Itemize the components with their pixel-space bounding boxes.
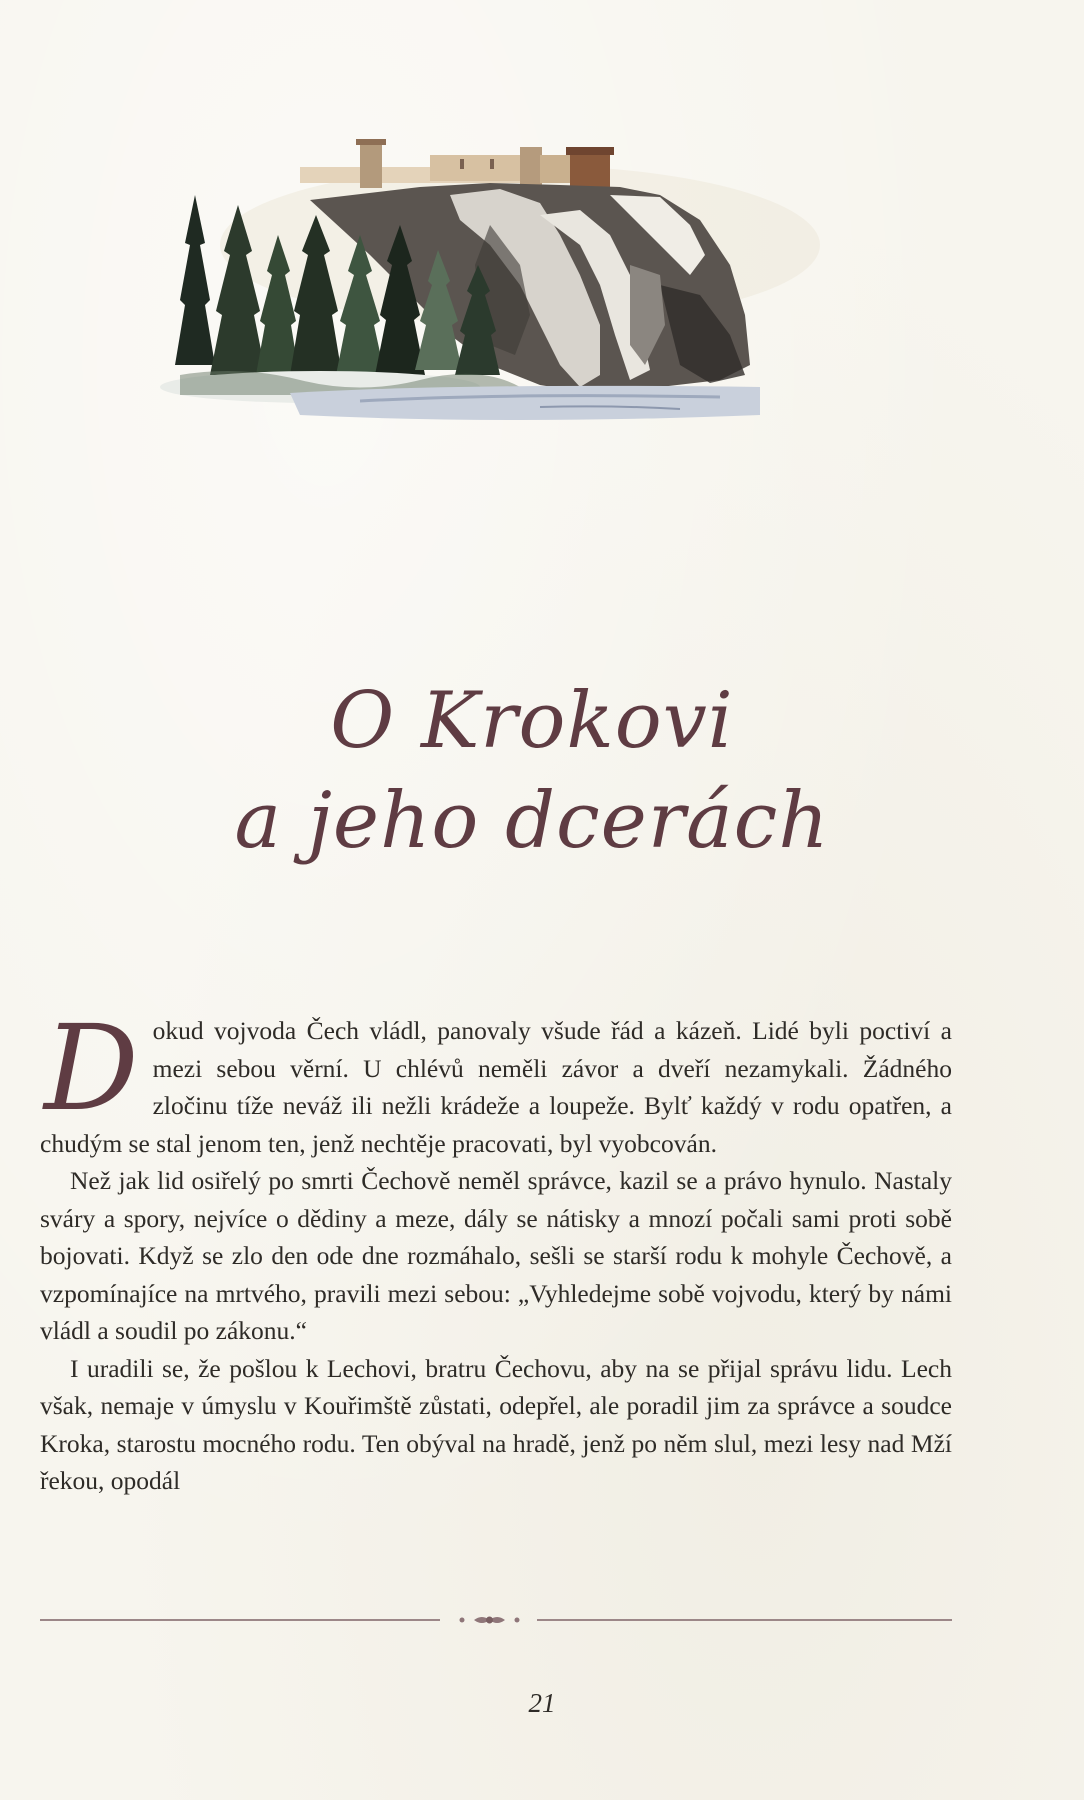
- chapter-title-line-2: a jeho dcerách: [234, 776, 830, 866]
- paragraph-2: Než jak lid osiřelý po smrti Čechově neměl správce, kazil se a právo hynulo. Nastaly sváry a spory, nejvíce o dědiny a meze, dály se nátisky a mnozí počali sami proti sobě bojovati. Když se zlo den ode dne rozmáhalo, sešli se starší rodu k mohyle Čechově, a vzpomínajíce na mrtvého, pravili mezi sebou: „Vyhledejme sobě vojvodu, který by námi vládl a soudil po zákonu.“: [40, 1166, 952, 1345]
- divider-rule-left: [40, 1619, 440, 1621]
- paragraph-1-text: okud vojvoda Čech vládl, panovaly všude řád a kázeň. Lidé byli poctiví a mezi sebou věrní. U chlévů neměli závor a dveří nezamykali. Žádného zločinu tíže neváž ili nežli krádeže a loupeže. Bylť každý v rodu opatřen, a chudým se stal jenom ten, jenž nechtěje pracovati, byl vyobcován.: [40, 1016, 952, 1158]
- diamond-ornament-icon: [452, 1610, 527, 1630]
- page-number: 21: [528, 1688, 556, 1718]
- chapter-body: [40, 999, 952, 1500]
- castle-on-rock-illustration: [160, 125, 860, 490]
- drop-cap: D: [44, 999, 139, 1137]
- paragraph-1: [40, 999, 952, 1162]
- chapter-title-line-1: O Krokovi: [330, 676, 734, 766]
- paragraph-3: I uradili se, že pošlou k Lechovi, bratru Čechovu, aby na se přijal správu lidu. Lech však, nemaje v úmyslu v Kouřimště zůstati, odepřel, ale poradil jim za správce a soudce Kroka, starostu mocného rodu. Ten obýval na hradě, jenž po něm slul, mezi lesy nad Mží řekou, opodál: [40, 1353, 952, 1495]
- footer-ornament-divider: [40, 1610, 952, 1630]
- divider-rule-right: [537, 1619, 952, 1621]
